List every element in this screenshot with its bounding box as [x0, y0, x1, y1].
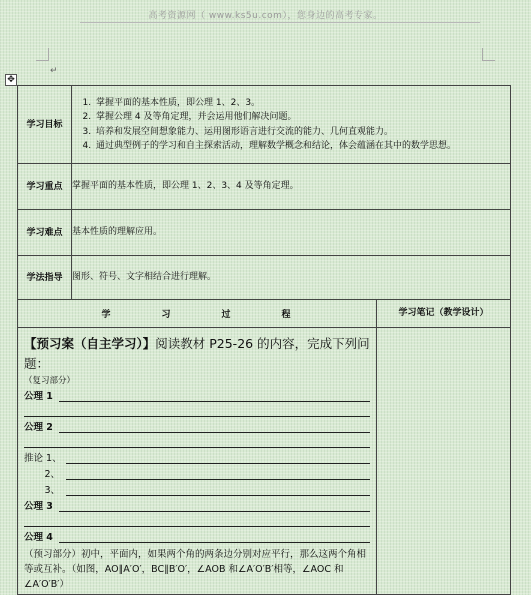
notes-heading: 学习笔记（教学设计）	[377, 300, 511, 328]
goal-item: 2. 掌握公理 4 及等角定理，并会运用他们解决问题。	[94, 110, 506, 125]
review-subheading: （复习部分）	[24, 376, 76, 386]
row-key-points	[18, 164, 511, 210]
answer-blank[interactable]	[59, 390, 370, 402]
row-method	[18, 256, 511, 300]
corollary-1-line: 推论 1、	[24, 450, 370, 464]
preview-cell	[18, 328, 377, 595]
notes-cell[interactable]	[377, 328, 511, 595]
answer-blank[interactable]	[24, 512, 370, 527]
answer-blank[interactable]	[66, 468, 370, 480]
answer-blank[interactable]	[59, 531, 370, 543]
process-heading: 学 习 过 程	[18, 300, 377, 328]
corollary-3-line: 3、	[24, 482, 370, 496]
answer-blank[interactable]	[24, 433, 370, 448]
header-rule	[80, 22, 480, 23]
label-difficulties: 学习难点	[18, 210, 72, 256]
crop-mark-top-left	[36, 48, 49, 61]
paragraph-mark: ↵	[50, 66, 58, 76]
label-method: 学法指导	[18, 256, 72, 300]
answer-blank[interactable]	[66, 452, 370, 464]
crop-mark-top-right	[482, 48, 495, 61]
axiom-1-line: 公理 1	[24, 388, 370, 402]
difficulties-text: 基本性质的理解应用。	[72, 210, 511, 256]
goal-item: 1. 掌握平面的基本性质，即公理 1、2、3。	[94, 96, 506, 111]
method-text: 图形、符号、文字相结合进行理解。	[72, 256, 511, 300]
row-goals	[18, 86, 511, 164]
row-difficulties	[18, 210, 511, 256]
preview-paragraph: （预习部分）初中，平面内，如果两个角的两条边分别对应平行，那么这两个角相等或互补。（如图，AO∥A′O′，BC∥B′O′，∠AOB 和∠A′O′B′相等，∠AOC 和∠A′O′B′）	[24, 549, 367, 590]
corollary-2-line: 2、	[24, 466, 370, 480]
preview-title: 【预习案（自主学习）】阅读教材 P25-26 的内容，完成下列问题：	[24, 336, 370, 371]
axiom-4-line: 公理 4	[24, 529, 370, 543]
row-preview	[18, 328, 511, 595]
answer-blank[interactable]	[66, 484, 370, 496]
axiom-3-line: 公理 3	[24, 498, 370, 512]
key-points-text: 掌握平面的基本性质，即公理 1、2、3、4 及等角定理。	[72, 164, 511, 210]
study-plan-table	[17, 85, 511, 595]
answer-blank[interactable]	[59, 421, 370, 433]
answer-blank[interactable]	[59, 500, 370, 512]
goal-item: 3. 培养和发展空间想象能力、运用图形语言进行交流的能力、几何直观能力。	[94, 125, 506, 140]
goals-list	[76, 96, 506, 154]
page-header: 高考资源网（ www.ks5u.com），您身边的高考专家。	[148, 11, 383, 21]
answer-blank[interactable]	[24, 402, 370, 417]
goals-cell	[72, 86, 511, 164]
row-process-header	[18, 300, 511, 328]
goal-item: 4. 通过典型例子的学习和自主探索活动，理解数学概念和结论，体会蕴涵在其中的数学思想。	[94, 139, 506, 154]
label-key-points: 学习重点	[18, 164, 72, 210]
axiom-2-line: 公理 2	[24, 419, 370, 433]
label-goals: 学习目标	[18, 86, 72, 164]
table-move-handle-icon[interactable]: ✥	[5, 74, 17, 86]
